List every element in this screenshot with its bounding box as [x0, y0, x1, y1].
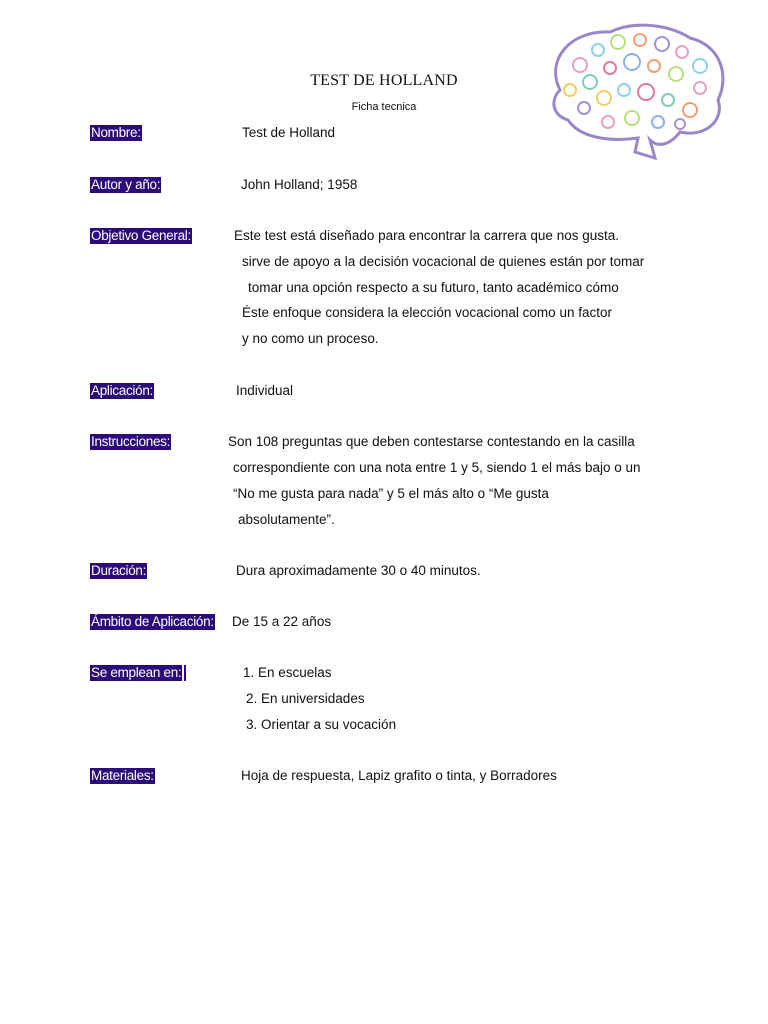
label-empleo: Se emplean en:	[90, 665, 184, 681]
empleo-item: 3. Orientar a su vocación	[246, 717, 397, 732]
instrucciones-line: absolutamente”.	[238, 512, 335, 527]
value-ambito: De 15 a 22 años	[232, 614, 332, 629]
label-aplicacion: Aplicación:	[91, 383, 153, 398]
label-nombre: Nombre:	[91, 125, 141, 140]
label-instrucciones: Instrucciones:	[91, 434, 171, 449]
instrucciones-line: Son 108 preguntas que deben contestarse contestando en la casilla	[228, 434, 635, 449]
label-materiales: Materiales:	[91, 768, 154, 783]
value-duracion: Dura aproximadamente 30 o 40 minutos.	[236, 563, 481, 578]
page-subtitle: Ficha tecnica	[351, 101, 417, 113]
label-ambito: Ámbito de Aplicación:	[91, 614, 214, 629]
objetivo-line: sirve de apoyo a la decisión vocacional de quienes están por tomar	[242, 254, 645, 269]
objetivo-line: tomar una opción respecto a su futuro, tanto académico cómo	[248, 280, 619, 295]
page-title: TEST DE HOLLAND	[310, 72, 458, 89]
objetivo-line: Éste enfoque considera la elección vocacional como un factor	[242, 305, 612, 320]
objetivo-line: Este test está diseñado para encontrar la carrera que nos gusta.	[234, 228, 619, 243]
value-materiales: Hoja de respuesta, Lapiz grafito o tinta, y Borradores	[241, 768, 557, 783]
brain-lightbulbs-icon	[540, 20, 730, 160]
label-autor: Autor y año:	[91, 177, 161, 192]
value-autor: John Holland; 1958	[241, 177, 358, 192]
empleo-item: 2. En universidades	[246, 691, 365, 706]
instrucciones-line: “No me gusta para nada” y 5 el más alto o “Me gusta	[233, 486, 549, 501]
label-objetivo: Objetivo General:	[91, 228, 191, 243]
value-aplicacion: Individual	[236, 383, 294, 398]
objetivo-line: y no como un proceso.	[242, 331, 379, 346]
empleo-item: 1. En escuelas	[243, 665, 332, 680]
value-nombre: Test de Holland	[242, 125, 336, 140]
instrucciones-line: correspondiente con una nota entre 1 y 5, siendo 1 el más bajo o un	[233, 460, 641, 475]
label-duracion: Duración:	[91, 563, 147, 578]
